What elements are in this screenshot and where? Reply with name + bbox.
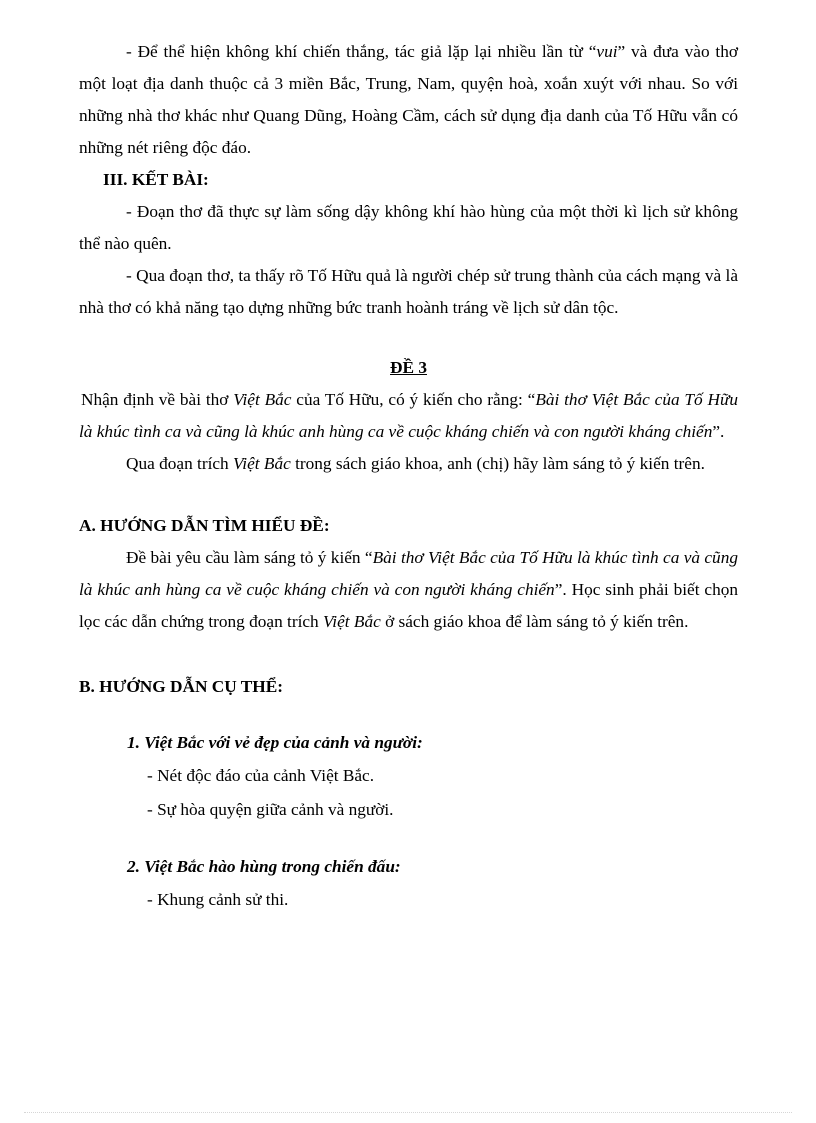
subsection-2-title: 2. Việt Bắc hào hùng trong chiến đấu: (127, 857, 401, 876)
page-bottom-divider (24, 1112, 792, 1113)
text-run: trong sách giáo khoa, anh (chị) hãy làm sáng tỏ ý kiến trên. (290, 454, 705, 473)
text-run: Nhận định về bài thơ (81, 390, 234, 409)
exercise-title (79, 352, 738, 384)
poem-title: Việt Bắc (323, 612, 381, 631)
paragraph-victory-atmosphere (79, 36, 738, 164)
emphasis-vui: vui (596, 42, 618, 61)
paragraph-conclusion-1: - Đoạn thơ đã thực sự làm sống dậy không khí hào hùng của một thời kì lịch sử không thể nào quên. (79, 202, 738, 253)
poem-title: Việt Bắc (233, 390, 292, 409)
text-run: ”. Học sinh phải biết chọn lọc các dẫn chứng trong đoạn trích (79, 580, 738, 631)
text-run: ”. (712, 422, 725, 441)
section-heading-a: A. HƯỚNG DẪN TÌM HIỂU ĐỀ: (79, 516, 330, 535)
quoted-opinion: Bài thơ Việt Bắc của Tố Hữu là khúc tình ca và cũng là khúc anh hùng ca về cuộc kháng chiến và con người kháng chiến (79, 390, 739, 441)
section-heading-conclusion: III. KẾT BÀI: (103, 170, 209, 189)
poem-title: Việt Bắc (233, 454, 291, 473)
text-run: - Để thể hiện không khí chiến thắng, tác giả lặp lại nhiều lần từ “ (126, 42, 597, 61)
text-run: ” và đưa vào thơ một loạt địa danh thuộc cả 3 miền Bắc, Trung, Nam, quyện hoà, xoắn xuýt với nhau. So với những nhà thơ khác như Quang Dũng, Hoàng Cầm, cách sử dụng địa danh của Tố Hữu vẫn có những nét riêng độc đáo. (79, 42, 738, 157)
document-page (79, 36, 738, 917)
exercise-title-text: ĐỀ 3 (390, 358, 427, 377)
list-item: - Nét độc đáo của cảnh Việt Bắc. (147, 766, 375, 785)
list-item: - Khung cảnh sử thi. (147, 890, 289, 909)
text-run: ở sách giáo khoa để làm sáng tỏ ý kiến trên. (380, 612, 689, 631)
paragraph-prompt (79, 384, 738, 448)
paragraph-conclusion-2: - Qua đoạn thơ, ta thấy rõ Tố Hữu quả là người chép sử trung thành của cách mạng và là nhà thơ có khả năng tạo dựng những bức tranh hoành tráng về lịch sử dân tộc. (79, 266, 738, 317)
text-run: Đề bài yêu cầu làm sáng tỏ ý kiến “ (126, 548, 373, 567)
subsection-1-title: 1. Việt Bắc với vẻ đẹp của cảnh và người: (127, 733, 423, 752)
quoted-opinion: Bài thơ Việt Bắc của Tố Hữu là khúc tình ca và cũng là khúc anh hùng ca về cuộc kháng chiến và con người kháng chiến (79, 548, 738, 599)
section-heading-b: B. HƯỚNG DẪN CỤ THỂ: (79, 677, 284, 696)
text-run: Qua đoạn trích (126, 454, 234, 473)
paragraph-section-a (79, 542, 738, 638)
paragraph-task (79, 448, 738, 480)
text-run: của Tố Hữu, có ý kiến cho rằng: “ (291, 390, 536, 409)
list-item: - Sự hòa quyện giữa cảnh và người. (147, 800, 394, 819)
